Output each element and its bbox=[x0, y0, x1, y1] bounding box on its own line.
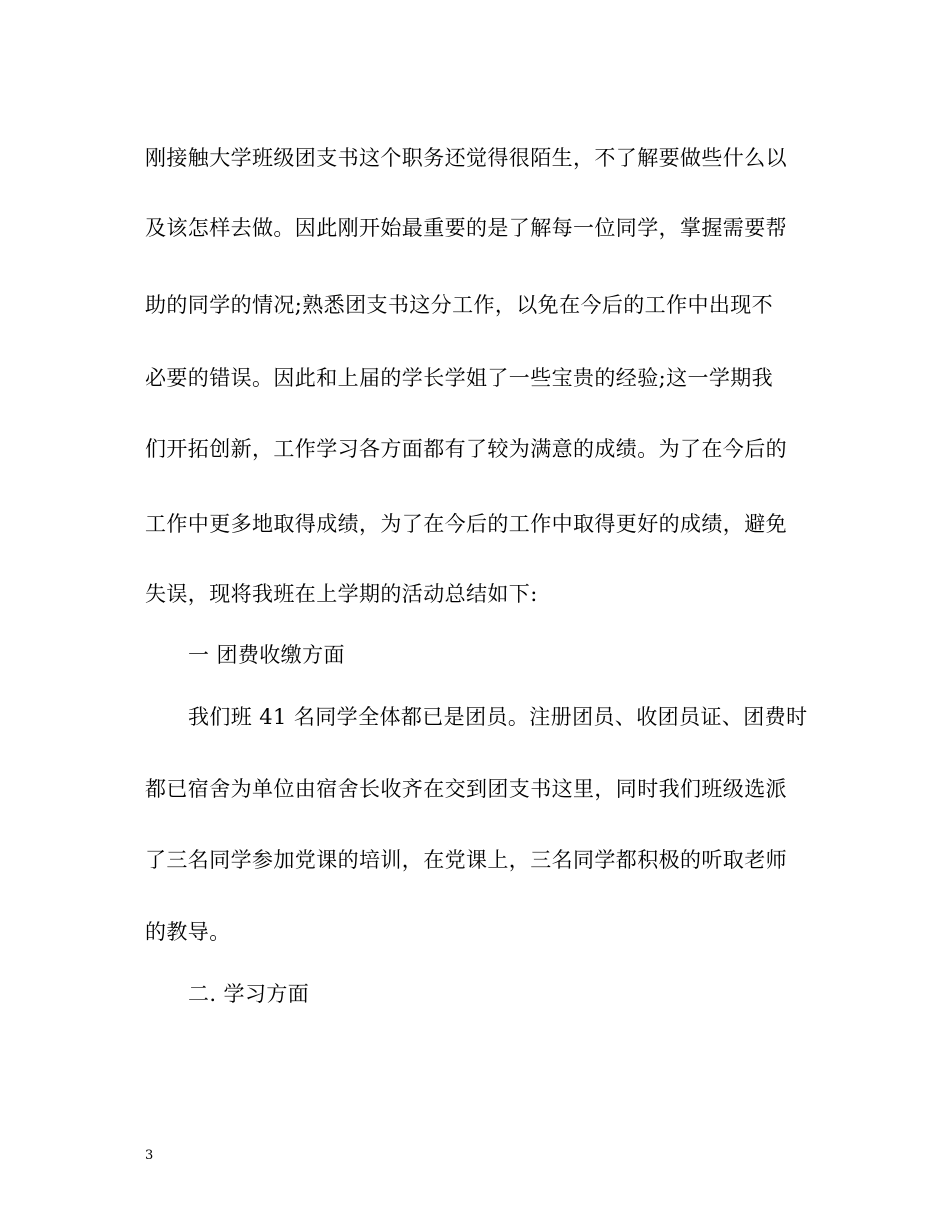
section-heading-2: 二. 学习方面 bbox=[188, 982, 310, 1006]
paragraph-line-5: 们开拓创新，工作学习各方面都有了较为满意的成绩。为了在今后的 bbox=[145, 437, 787, 461]
paragraph-line-11: 的教导。 bbox=[145, 920, 231, 944]
paragraph-line-6: 工作中更多地取得成绩，为了在今后的工作中取得更好的成绩，避免 bbox=[145, 512, 787, 536]
paragraph-line-7: 失误，现将我班在上学期的活动总结如下: bbox=[145, 582, 538, 606]
paragraph-line-10: 了三名同学参加党课的培训，在党课上，三名同学都积极的听取老师 bbox=[145, 848, 787, 872]
paragraph-line-8: 我们班 41 名同学全体都已是团员。注册团员、收团员证、团费时 bbox=[188, 705, 808, 729]
paragraph-line-1: 刚接触大学班级团支书这个职务还觉得很陌生，不了解要做些什么以 bbox=[145, 146, 787, 170]
page-number: 3 bbox=[145, 1148, 154, 1163]
paragraph-line-2: 及该怎样去做。因此刚开始最重要的是了解每一位同学，掌握需要帮 bbox=[145, 216, 787, 240]
paragraph-line-3: 助的同学的情况;熟悉团支书这分工作，以免在今后的工作中出现不 bbox=[145, 293, 774, 317]
paragraph-line-4: 必要的错误。因此和上届的学长学姐了一些宝贵的经验;这一学期我 bbox=[145, 366, 774, 390]
paragraph-line-9: 都已宿舍为单位由宿舍长收齐在交到团支书这里，同时我们班级选派 bbox=[145, 777, 787, 801]
section-heading-1: 一 团费收缴方面 bbox=[188, 643, 345, 667]
